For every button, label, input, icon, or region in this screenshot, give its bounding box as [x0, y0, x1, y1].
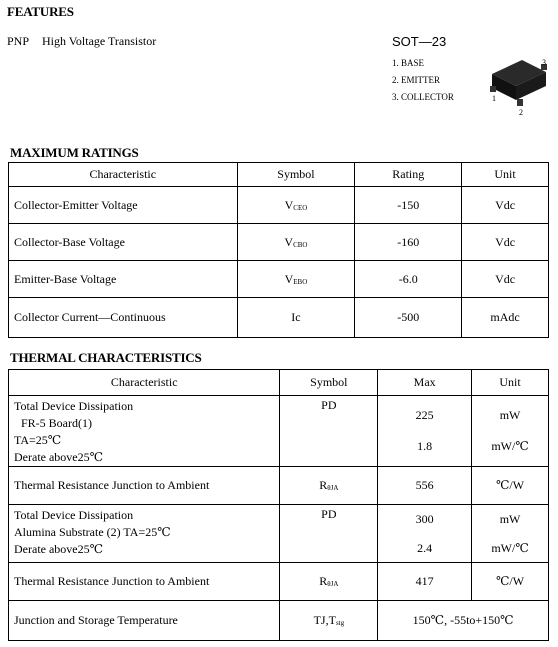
row-unit: ℃/W — [472, 467, 549, 505]
max-value: 2.4 — [417, 540, 433, 555]
table-row — [9, 261, 549, 298]
row-symbol — [280, 563, 378, 601]
char-line: Alumina Substrate (2) TA=25℃ — [14, 525, 171, 539]
max-value: 1.8 — [417, 439, 433, 453]
row-characteristic: Collector-Base Voltage — [9, 224, 238, 261]
table-row — [9, 563, 549, 601]
features-heading: FEATURES — [7, 4, 74, 19]
header-unit: Unit — [472, 370, 549, 396]
char-line: Total Device Dissipation — [14, 508, 134, 522]
table-row — [9, 505, 549, 563]
header-symbol: Symbol — [237, 163, 355, 187]
row-max: 417 — [378, 563, 472, 601]
char-line: Derate above25℃ — [14, 542, 104, 556]
row-max — [378, 505, 472, 563]
symbol-sub: θJA — [327, 484, 339, 492]
pin-number-3: 3 — [542, 58, 546, 67]
header-characteristic: Characteristic — [9, 163, 238, 187]
header-rating: Rating — [355, 163, 462, 187]
row-characteristic: Junction and Storage Temperature — [9, 601, 280, 641]
header-unit: Unit — [462, 163, 549, 187]
row-unit: ℃/W — [472, 563, 549, 601]
row-symbol — [280, 601, 378, 641]
row-symbol — [237, 187, 355, 224]
row-unit: Vdc — [462, 261, 549, 298]
package-name: SOT—23 — [392, 34, 447, 49]
table-row — [9, 298, 549, 338]
row-symbol — [280, 467, 378, 505]
sot23-package-icon — [484, 52, 556, 122]
row-symbol: PD — [280, 396, 378, 467]
row-max — [378, 396, 472, 467]
symbol-sub: CEO — [293, 203, 308, 212]
max-ratings-header-row — [9, 163, 549, 187]
thermal-heading: THERMAL CHARACTERISTICS — [10, 350, 202, 365]
header-symbol: Symbol — [280, 370, 378, 396]
table-row — [9, 224, 549, 261]
symbol-main: V — [284, 197, 294, 212]
row-characteristic: Collector-Emitter Voltage — [9, 187, 238, 224]
max-ratings-heading: MAXIMUM RATINGS — [10, 145, 139, 160]
unit-value: mW — [499, 511, 521, 526]
row-unit: mAdc — [462, 298, 549, 338]
row-unit: Vdc — [462, 224, 549, 261]
char-line: Derate above25℃ — [14, 450, 104, 464]
row-rating: -150 — [355, 187, 462, 224]
header-characteristic: Characteristic — [9, 370, 280, 396]
row-symbol — [237, 261, 355, 298]
unit-value: mW/℃ — [491, 540, 529, 555]
unit-value: mW — [499, 408, 521, 422]
symbol-sub: θJA — [327, 580, 339, 588]
table-row — [9, 396, 549, 467]
row-characteristic: Thermal Resistance Junction to Ambient — [9, 563, 280, 601]
row-rating: -500 — [355, 298, 462, 338]
row-unit — [472, 505, 549, 563]
symbol-main: R — [319, 478, 328, 492]
row-characteristic — [9, 505, 280, 563]
transistor-type: PNP — [7, 34, 30, 48]
pin-3-label: 3. COLLECTOR — [392, 92, 454, 102]
unit-value: mW/℃ — [491, 439, 529, 453]
symbol-main: R — [319, 574, 328, 588]
pin-number-2: 2 — [519, 108, 523, 117]
row-rating: -160 — [355, 224, 462, 261]
row-unit — [472, 396, 549, 467]
row-symbol — [237, 224, 355, 261]
row-unit: Vdc — [462, 187, 549, 224]
max-value: 225 — [415, 408, 434, 422]
pin-1-label: 1. BASE — [392, 58, 425, 68]
max-ratings-table — [8, 162, 549, 338]
table-row — [9, 187, 549, 224]
thermal-table — [8, 369, 549, 641]
symbol-main: TJ,T — [313, 613, 336, 627]
symbol-sub: stg — [335, 619, 345, 627]
symbol-main: V — [284, 271, 294, 286]
row-characteristic: Emitter-Base Voltage — [9, 261, 238, 298]
row-rating: -6.0 — [355, 261, 462, 298]
symbol-main: V — [284, 234, 294, 249]
symbol-sub: EBO — [293, 277, 308, 286]
pin-number-1: 1 — [492, 94, 496, 103]
transistor-description: High Voltage Transistor — [42, 34, 157, 48]
row-characteristic — [9, 396, 280, 467]
table-row — [9, 467, 549, 505]
row-characteristic: Collector Current—Continuous — [9, 298, 238, 338]
row-characteristic: Thermal Resistance Junction to Ambient — [9, 467, 280, 505]
char-line: Total Device Dissipation — [14, 399, 134, 413]
row-symbol: PD — [280, 505, 378, 563]
max-value: 300 — [415, 511, 434, 526]
symbol-sub: CBO — [293, 240, 308, 249]
row-symbol — [237, 298, 355, 338]
char-line: FR-5 Board(1) — [21, 416, 92, 430]
pin-2-label: 2. EMITTER — [392, 75, 440, 85]
header-max: Max — [378, 370, 472, 396]
row-max: 556 — [378, 467, 472, 505]
table-row — [9, 601, 549, 641]
row-value: 150℃, -55to+150℃ — [378, 601, 549, 641]
symbol-main: Ic — [291, 310, 301, 324]
char-line: TA=25℃ — [14, 433, 62, 447]
thermal-header-row — [9, 370, 549, 396]
